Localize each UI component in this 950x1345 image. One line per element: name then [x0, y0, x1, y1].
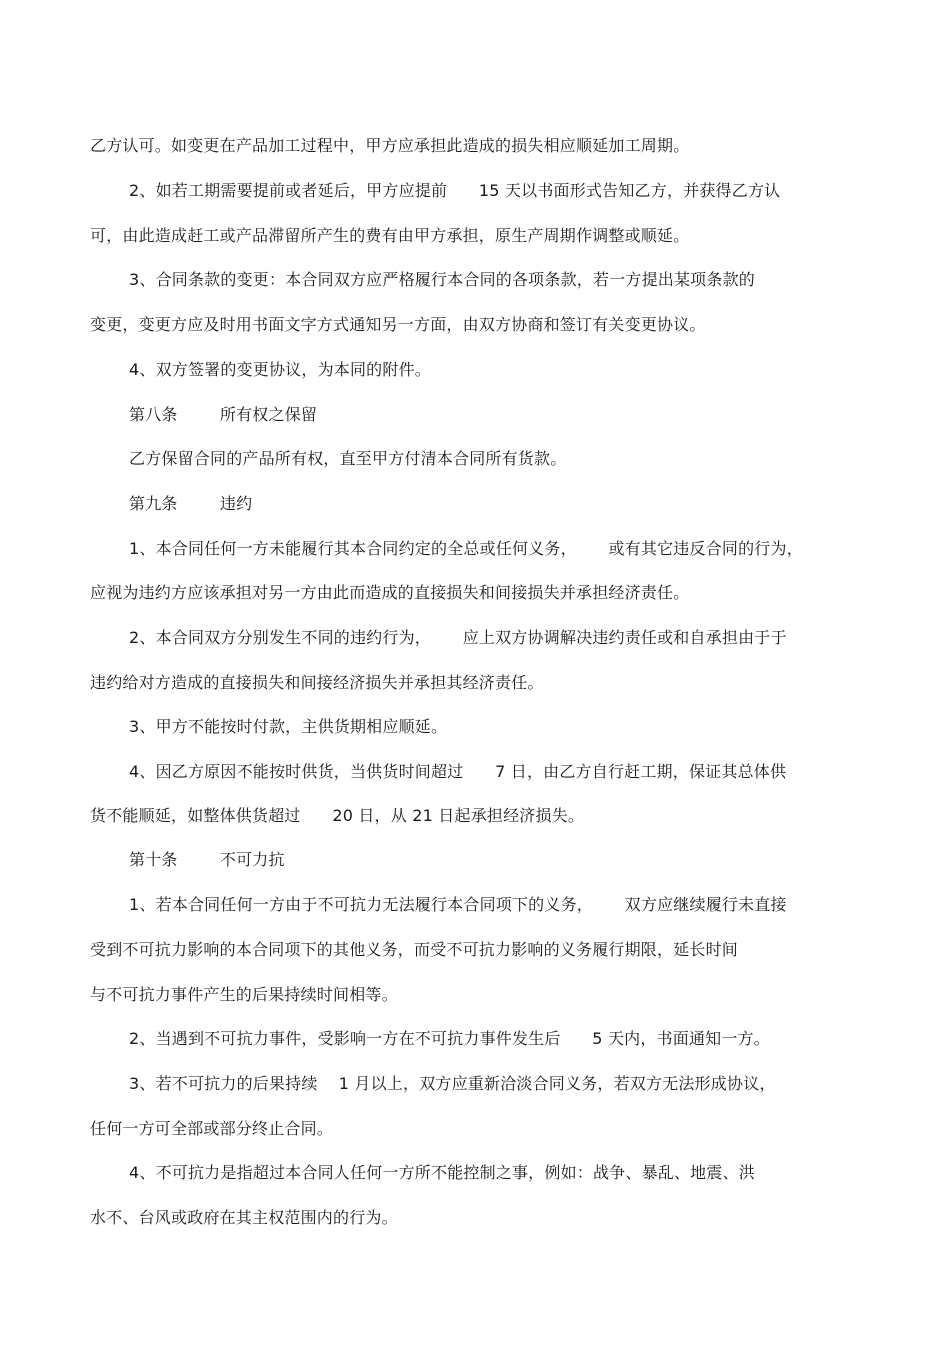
paragraph-line: 水不、台风或政府在其主权范围内的行为。 — [90, 1208, 398, 1227]
paragraph-line: 货不能顺延，如整体供货超过 20 日，从 21 日起承担经济损失。 — [90, 806, 585, 825]
section-heading: 第八条 所有权之保留 — [129, 405, 318, 424]
paragraph-line: 违约给对方造成的直接损失和间接经济损失并承担其经济责任。 — [90, 673, 544, 692]
paragraph-line: 乙方认可。如变更在产品加工过程中，甲方应承担此造成的损失相应顺延加工周期。 — [90, 136, 690, 155]
paragraph-line: 3、若不可抗力的后果持续 1 月以上，双方应重新洽淡合同义务，若双方无法形成协议， — [129, 1074, 776, 1093]
section-heading: 第九条 违约 — [129, 494, 253, 513]
paragraph-line: 与不可抗力事件产生的后果持续时间相等。 — [90, 985, 398, 1004]
paragraph-line: 2、本合同双方分别发生不同的违约行为， 应上双方协调解决违约责任或和自承担由于于 — [129, 628, 787, 647]
paragraph-line: 4、双方签署的变更协议，为本同的附件。 — [129, 360, 431, 379]
paragraph-line: 2、如若工期需要提前或者延后，甲方应提前 15 天以书面形式告知乙方，并获得乙方认 — [129, 181, 781, 200]
paragraph-line: 3、甲方不能按时付款，主供货期相应顺延。 — [129, 717, 448, 736]
paragraph-line: 4、不可抗力是指超过本合同人任何一方所不能控制之事，例如：战争、暴乱、地震、洪 — [129, 1163, 755, 1182]
paragraph-line: 应视为违约方应该承担对另一方由此而造成的直接损失和间接损失并承担经济责任。 — [90, 583, 690, 602]
paragraph-line: 2、当遇到不可抗力事件，受影响一方在不可抗力事件发生后 5 天内，书面通知一方。 — [129, 1029, 770, 1048]
section-heading: 第十条 不可力抗 — [129, 850, 285, 869]
paragraph-line: 4、因乙方原因不能按时供货，当供货时间超过 7 日，由乙方自行赶工期，保证其总体供 — [129, 762, 787, 781]
paragraph-line: 3、合同条款的变更：本合同双方应严格履行本合同的各项条款，若一方提出某项条款的 — [129, 270, 755, 289]
paragraph-line: 可，由此造成赶工或产品滞留所产生的费有由甲方承担，原生产周期作调整或顺延。 — [90, 226, 690, 245]
paragraph-line: 1、若本合同任何一方由于不可抗力无法履行本合同项下的义务， 双方应继续履行未直接 — [129, 895, 787, 914]
paragraph-line: 1、本合同任何一方未能履行其本合同约定的全总或任何义务， 或有其它违反合同的行为， — [129, 539, 803, 558]
paragraph-line: 受到不可抗力影响的本合同项下的其他义务，而受不可抗力影响的义务履行期限，延长时间 — [90, 940, 739, 959]
paragraph-line: 任何一方可全部或部分终止合同。 — [90, 1119, 334, 1138]
paragraph-line: 变更，变更方应及时用书面文字方式通知另一方面，由双方协商和签订有关变更协议。 — [90, 315, 706, 334]
paragraph-line: 乙方保留合同的产品所有权，直至甲方付清本合同所有货款。 — [129, 449, 567, 468]
